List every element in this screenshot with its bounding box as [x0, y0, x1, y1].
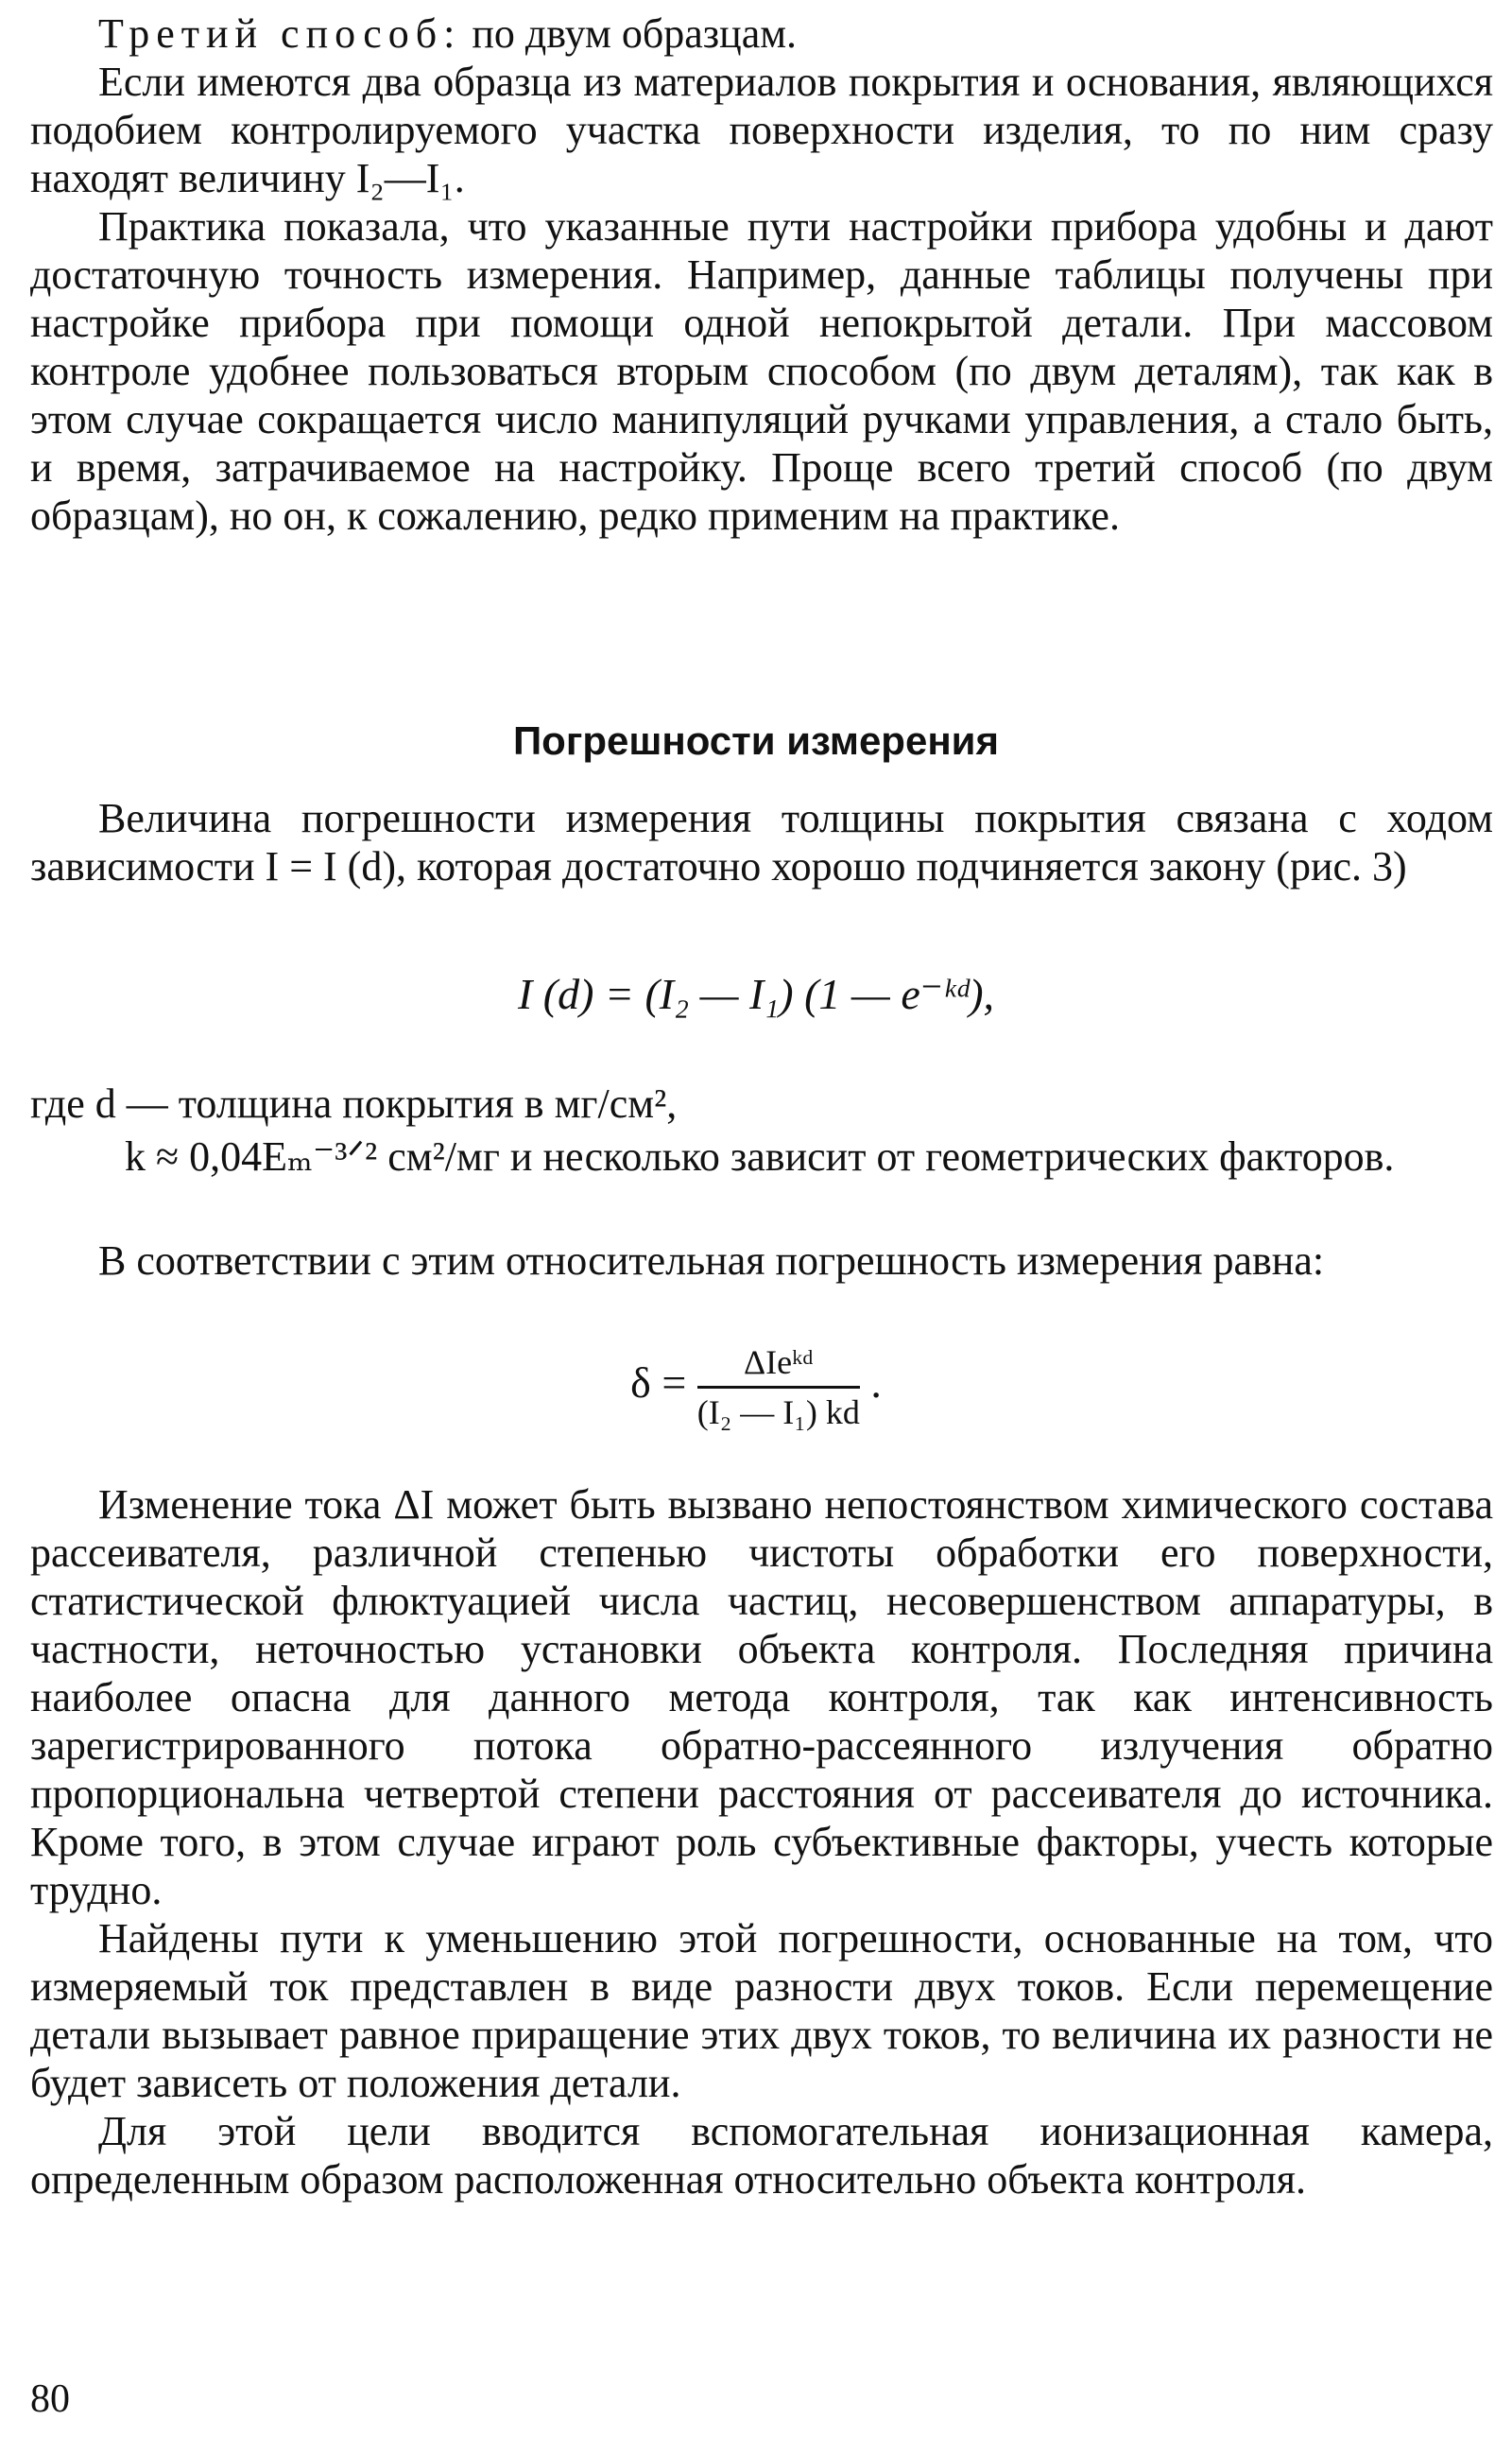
method-label: Третий способ: — [98, 10, 462, 57]
definition-d: где d — толщина покрытия в мг/см², — [30, 1080, 678, 1127]
page-number: 80 — [30, 2377, 70, 2421]
section-heading: Погрешности измерения — [512, 718, 1000, 763]
formula-relative-error — [0, 1342, 1512, 1432]
formula-numerator: ΔIeᵏᵈ — [697, 1342, 860, 1389]
paragraph-error-intro-block — [30, 794, 1493, 890]
formula-intensity: I (d) = (I₂ — I₁) (1 — e⁻ᵏᵈ), — [517, 970, 995, 1018]
formula-lhs: δ = — [630, 1358, 687, 1408]
paragraph-two-samples: Если имеются два образца из материалов покрытия и основания, являющихся подобием контролируемого участка поверхности изделия, то по ним сразу находят величину I₂—I₁. — [30, 59, 1493, 201]
text-block-bottom — [30, 1480, 1493, 2203]
paragraph-relative-error: В соответствии с этим относительная погрешность измерения равна: — [98, 1237, 1325, 1284]
paragraph-error-intro: Величина погрешности измерения толщины покрытия связана с ходом зависимости I = I (d), которая достаточно хорошо подчиняется закону (рис. 3) — [30, 795, 1493, 890]
definition-k: k ≈ 0,04Eₘ⁻³ᐟ² см²/мг и несколько зависит от геометрических факторов. — [125, 1133, 1395, 1180]
formula-period: . — [870, 1358, 882, 1408]
method-title: по двум образцам. — [461, 10, 798, 57]
paragraph-reduction: Найдены пути к уменьшению этой погрешности, основанные на том, что измеряемый ток представлен в виде разности двух токов. Если перемещение детали вызывает равное приращение этих двух токов, то величина их разности не будет зависеть от положения детали. — [30, 1915, 1493, 2106]
text-block-top — [30, 9, 1493, 540]
paragraph-current-change: Изменение тока ΔI может быть вызвано непостоянством химического состава рассеивателя, различной степенью чистоты обработки его поверхности, статистической флюктуацией числа частиц, несовершенством аппаратуры, в частности, неточностью установки объекта контроля. Последняя причина наиболее опасна для данного метода контроля, так как интенсивность зарегистрированного потока обратно-рассеянного излучения обратно пропорциональна четвертой степени расстояния от рассеивателя до источника. Кроме того, в этом случае играют роль субъективные факторы, учесть которые трудно. — [30, 1481, 1493, 1913]
paragraph-method-three — [30, 9, 1493, 58]
paragraph-relative-error-block — [30, 1236, 1493, 1285]
formula-denominator: (I₂ — I₁) kd — [696, 1393, 860, 1431]
paragraph-ionization-chamber: Для этой цели вводится вспомогательная ионизационная камера, определенным образом расположенная относительно объекта контроля. — [30, 2108, 1493, 2203]
formula-fraction — [697, 1342, 860, 1432]
paragraph-practice: Практика показала, что указанные пути настройки прибора удобны и дают достаточную точность измерения. Например, данные таблицы получены при настройке прибора при помощи одной непокрытой детали. При массовом контроле удобнее пользоваться вторым способом (по двум деталям), так как в этом случае сокращается число манипуляций ручками управления, а стало быть, и время, затрачиваемое на настройку. Проще всего третий способ (по двум образцам), но он, к сожалению, редко применим на практике. — [30, 203, 1493, 539]
